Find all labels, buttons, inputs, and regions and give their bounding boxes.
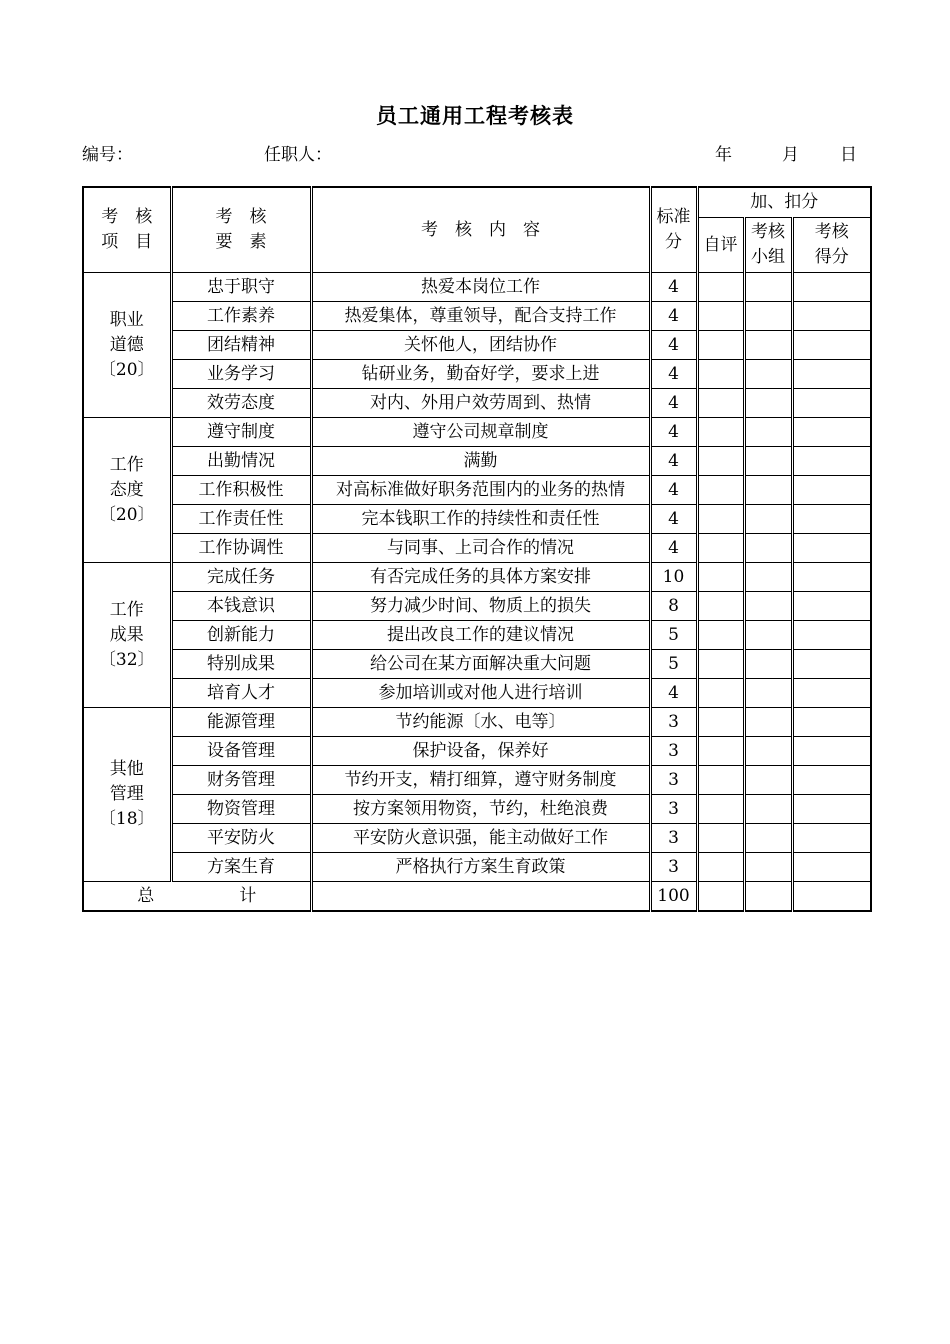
standard-score-cell: 3 [650,766,697,795]
header-group [744,218,792,273]
final-score-cell[interactable] [792,505,871,534]
self-score-cell[interactable] [697,766,744,795]
standard-score-cell: 8 [650,592,697,621]
table-row [83,737,871,766]
self-score-cell[interactable] [697,737,744,766]
element-cell: 物资管理 [171,795,311,824]
header-element-line1: 考 核 [215,207,267,227]
group-score-cell[interactable] [744,708,792,737]
standard-score-cell: 4 [650,534,697,563]
element-cell: 培育人才 [171,679,311,708]
category-name-line: 〔18〕 [98,809,155,829]
standard-score-cell: 4 [650,447,697,476]
header-element-line2: 要 素 [215,232,267,252]
final-score-cell[interactable] [792,331,871,360]
header-score-line1: 考核 [814,222,849,243]
element-cell: 团结精神 [171,331,311,360]
header-score-line2: 得分 [814,247,849,268]
content-cell: 满勤 [311,447,650,476]
group-score-cell[interactable] [744,331,792,360]
total-label: 总 计 [83,882,311,912]
content-cell: 遵守公司规章制度 [311,418,650,447]
header-item [83,187,171,273]
header-standard [650,187,697,273]
self-score-cell[interactable] [697,476,744,505]
self-score-cell[interactable] [697,592,744,621]
content-cell: 节约开支，精打细算，遵守财务制度 [311,766,650,795]
standard-score-cell: 4 [650,389,697,418]
table-row [83,766,871,795]
category-name-line: 其他 [109,759,144,779]
content-cell: 参加培训或对他人进行培训 [311,679,650,708]
content-cell: 对内、外用户效劳周到、热情 [311,389,650,418]
table-row [83,853,871,882]
day-label: 日 [840,145,857,165]
table-row [83,418,871,447]
holder-label: 任职人： [264,145,332,165]
element-cell: 工作素养 [171,302,311,331]
final-score-cell[interactable] [792,273,871,302]
header-content: 考 核 内 容 [311,187,650,273]
group-score-cell[interactable] [744,824,792,853]
total-final-cell[interactable] [792,882,871,912]
table-row [83,273,871,302]
final-score-cell[interactable] [792,418,871,447]
final-score-cell[interactable] [792,650,871,679]
standard-score-cell: 4 [650,273,697,302]
total-row [83,882,871,912]
element-cell: 忠于职守 [171,273,311,302]
element-cell: 设备管理 [171,737,311,766]
category-name-line: 管理 [109,784,144,804]
standard-score-cell: 4 [650,505,697,534]
content-cell: 提出改良工作的建议情况 [311,621,650,650]
final-score-cell[interactable] [792,853,871,882]
final-score-cell[interactable] [792,447,871,476]
table-row [83,592,871,621]
category-cell [83,418,171,563]
element-cell: 平安防火 [171,824,311,853]
element-cell: 完成任务 [171,563,311,592]
category-name-line: 职业 [109,309,144,330]
standard-score-cell: 4 [650,331,697,360]
category-name-line: 态度 [109,479,144,500]
final-score-cell[interactable] [792,795,871,824]
self-score-cell[interactable] [697,563,744,592]
total-content-cell[interactable] [311,882,650,912]
self-score-cell[interactable] [697,853,744,882]
page-title: 员工通用工程考核表 [376,103,574,128]
standard-score-cell: 3 [650,708,697,737]
self-score-cell[interactable] [697,679,744,708]
header-group-line1: 考核 [751,222,785,243]
self-score-cell[interactable] [697,389,744,418]
element-cell: 出勤情况 [171,447,311,476]
category-name-line: 道德 [109,334,144,355]
final-score-cell[interactable] [792,592,871,621]
number-label: 编号： [82,145,133,165]
group-score-cell[interactable] [744,679,792,708]
table-row [83,389,871,418]
standard-score-cell: 4 [650,302,697,331]
content-cell: 与同事、上司合作的情况 [311,534,650,563]
group-score-cell[interactable] [744,795,792,824]
content-cell: 热爱集体，尊重领导，配合支持工作 [311,302,650,331]
content-cell: 保护设备，保养好 [311,737,650,766]
content-cell: 有否完成任务的具体方案安排 [311,563,650,592]
self-score-cell[interactable] [697,273,744,302]
final-score-cell[interactable] [792,534,871,563]
header-element [171,187,311,273]
group-score-cell[interactable] [744,418,792,447]
group-score-cell[interactable] [744,447,792,476]
element-cell: 工作协调性 [171,534,311,563]
standard-score-cell: 5 [650,621,697,650]
group-score-cell[interactable] [744,389,792,418]
category-name-line: 〔32〕 [98,649,155,670]
category-name-line: 工作 [109,454,144,475]
header-item-line1: 考 核 [101,207,153,227]
self-score-cell[interactable] [697,505,744,534]
self-score-cell[interactable] [697,534,744,563]
header-standard-line2: 分 [665,232,682,252]
self-score-cell[interactable] [697,621,744,650]
content-cell: 关怀他人，团结协作 [311,331,650,360]
element-cell: 能源管理 [171,708,311,737]
content-cell: 给公司在某方面解决重大问题 [311,650,650,679]
table-row [83,824,871,853]
standard-score-cell: 10 [650,563,697,592]
table-row [83,708,871,737]
standard-score-cell: 3 [650,795,697,824]
standard-score-cell: 3 [650,853,697,882]
header-self: 自评 [697,218,744,273]
group-score-cell[interactable] [744,853,792,882]
content-cell: 平安防火意识强，能主动做好工作 [311,824,650,853]
table-row [83,505,871,534]
final-score-cell[interactable] [792,621,871,650]
self-score-cell[interactable] [697,824,744,853]
standard-score-cell: 4 [650,418,697,447]
group-score-cell[interactable] [744,476,792,505]
table-row [83,534,871,563]
group-score-cell[interactable] [744,592,792,621]
group-score-cell[interactable] [744,360,792,389]
table-row [83,331,871,360]
self-score-cell[interactable] [697,795,744,824]
group-score-cell[interactable] [744,737,792,766]
element-cell: 创新能力 [171,621,311,650]
standard-score-cell: 4 [650,360,697,389]
header-adjust: 加、扣分 [697,187,871,218]
table-row [83,650,871,679]
content-cell: 对高标准做好职务范围内的业务的热情 [311,476,650,505]
final-score-cell[interactable] [792,679,871,708]
header-standard-line1: 标准 [656,207,691,227]
category-name-line: 成果 [109,624,144,645]
content-cell: 努力减少时间、物质上的损失 [311,592,650,621]
header-score [792,218,871,273]
final-score-cell[interactable] [792,737,871,766]
element-cell: 遵守制度 [171,418,311,447]
standard-score-cell: 5 [650,650,697,679]
element-cell: 业务学习 [171,360,311,389]
self-score-cell[interactable] [697,331,744,360]
table-row [83,621,871,650]
date-field [715,140,870,165]
assessment-table [82,186,872,912]
table-row [83,563,871,592]
month-label: 月 [782,145,799,165]
element-cell: 工作积极性 [171,476,311,505]
category-name-line: 〔20〕 [98,359,155,380]
content-cell: 节约能源〔水、电等〕 [311,708,650,737]
group-score-cell[interactable] [744,621,792,650]
element-cell: 效劳态度 [171,389,311,418]
final-score-cell[interactable] [792,476,871,505]
table-row [83,476,871,505]
category-cell [83,563,171,708]
total-self-cell[interactable] [697,882,744,912]
group-score-cell[interactable] [744,650,792,679]
final-score-cell[interactable] [792,563,871,592]
total-group-cell[interactable] [744,882,792,912]
final-score-cell[interactable] [792,824,871,853]
content-cell: 按方案领用物资，节约，杜绝浪费 [311,795,650,824]
table-row [83,679,871,708]
category-name-line: 〔20〕 [98,504,155,525]
standard-score-cell: 4 [650,679,697,708]
table-row [83,447,871,476]
element-cell: 工作责任性 [171,505,311,534]
content-cell: 严格执行方案生育政策 [311,853,650,882]
content-cell: 完本钱职工作的持续性和责任性 [311,505,650,534]
self-score-cell[interactable] [697,360,744,389]
group-score-cell[interactable] [744,563,792,592]
element-cell: 特别成果 [171,650,311,679]
group-score-cell[interactable] [744,273,792,302]
element-cell: 方案生育 [171,853,311,882]
header-item-line2: 项 目 [101,232,153,252]
standard-score-cell: 3 [650,737,697,766]
final-score-cell[interactable] [792,766,871,795]
table-row [83,360,871,389]
category-cell [83,708,171,882]
header-group-line2: 小组 [751,247,785,268]
self-score-cell[interactable] [697,650,744,679]
final-score-cell[interactable] [792,708,871,737]
self-score-cell[interactable] [697,708,744,737]
self-score-cell[interactable] [697,447,744,476]
group-score-cell[interactable] [744,302,792,331]
standard-score-cell: 4 [650,476,697,505]
year-label: 年 [715,145,732,165]
group-score-cell[interactable] [744,534,792,563]
category-name-line: 工作 [109,599,144,620]
table-row [83,302,871,331]
group-score-cell[interactable] [744,766,792,795]
content-cell: 热爱本岗位工作 [311,273,650,302]
content-cell: 钻研业务，勤奋好学，要求上进 [311,360,650,389]
final-score-cell[interactable] [792,360,871,389]
element-cell: 本钱意识 [171,592,311,621]
self-score-cell[interactable] [697,302,744,331]
element-cell: 财务管理 [171,766,311,795]
final-score-cell[interactable] [792,302,871,331]
self-score-cell[interactable] [697,418,744,447]
total-score-cell: 100 [650,882,697,912]
final-score-cell[interactable] [792,389,871,418]
group-score-cell[interactable] [744,505,792,534]
table-row [83,795,871,824]
standard-score-cell: 3 [650,824,697,853]
category-cell [83,273,171,418]
